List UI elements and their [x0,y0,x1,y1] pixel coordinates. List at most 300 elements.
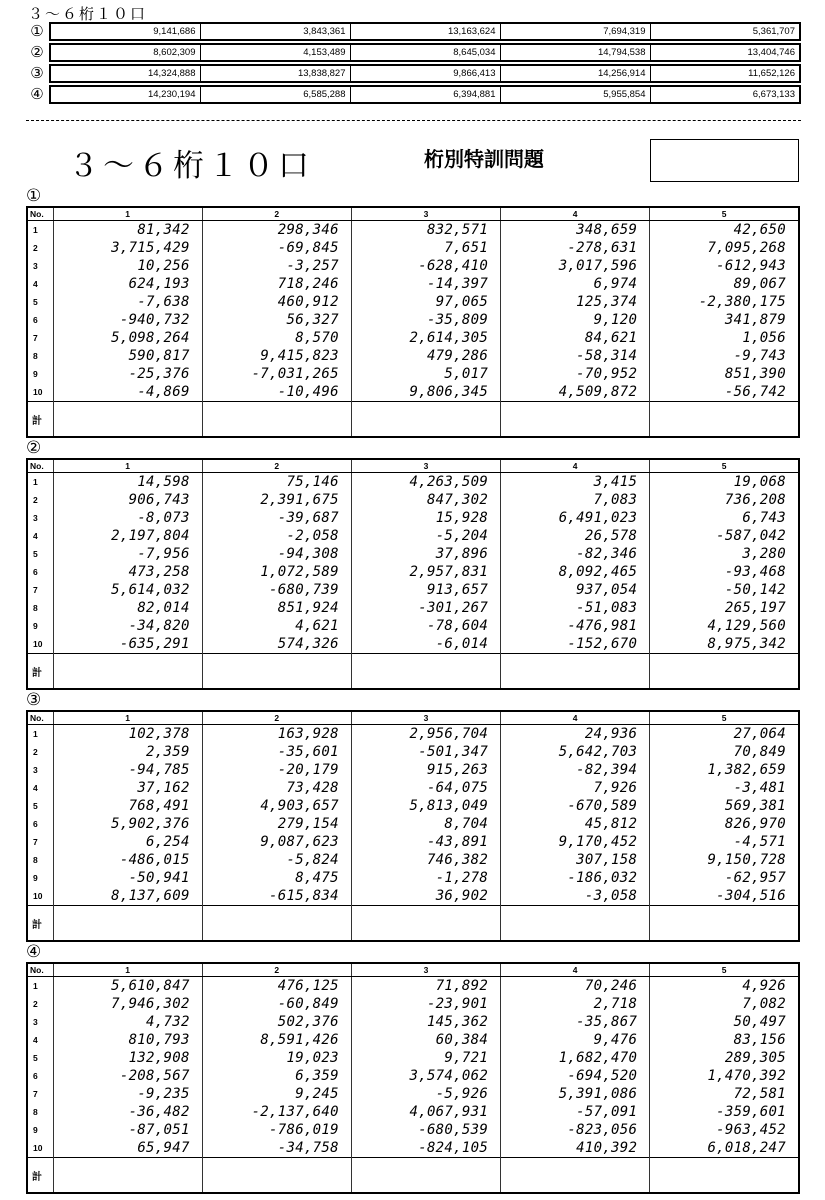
total-answer-cell[interactable] [202,654,351,690]
value-cell: 410,392 [501,1139,650,1158]
value-cell: 2,391,675 [202,491,351,509]
total-answer-cell[interactable] [202,1158,351,1194]
value-cell: 736,208 [650,491,799,509]
value-cell: -82,394 [501,761,650,779]
answer-cell: 6,394,881 [350,86,500,103]
value-cell: -50,142 [650,581,799,599]
value-cell: 19,023 [202,1049,351,1067]
row-number: 1 [33,477,38,487]
value-cell: -7,638 [53,293,202,311]
problem-set [26,186,800,438]
value-cell: -57,091 [501,1103,650,1121]
table-row [27,527,799,545]
value-cell: -670,589 [501,797,650,815]
value-cell: 3,574,062 [351,1067,500,1085]
value-cell: 847,302 [351,491,500,509]
value-cell: -5,204 [351,527,500,545]
value-cell: 71,892 [351,977,500,996]
table-row [27,833,799,851]
answer-cell: 9,866,413 [350,65,500,82]
row-number: 9 [33,1125,38,1135]
total-answer-cell[interactable] [53,654,202,690]
total-label: 計 [27,1158,53,1194]
answer-key-title: ３～６桁１０口 [28,5,148,23]
row-number: 2 [33,243,38,253]
value-cell: 8,975,342 [650,635,799,654]
total-answer-cell[interactable] [351,402,500,438]
value-cell: 10,256 [53,257,202,275]
value-cell: -35,867 [501,1013,650,1031]
row-number: 3 [33,261,38,271]
value-cell: 265,197 [650,599,799,617]
row-number: 1 [33,225,38,235]
value-cell: -5,824 [202,851,351,869]
value-cell: 9,476 [501,1031,650,1049]
value-cell: 7,095,268 [650,239,799,257]
value-cell: -64,075 [351,779,500,797]
total-answer-cell[interactable] [501,1158,650,1194]
value-cell: -34,820 [53,617,202,635]
value-cell: 8,591,426 [202,1031,351,1049]
row-number: 8 [33,603,38,613]
value-cell: 3,715,429 [53,239,202,257]
value-cell: 1,072,589 [202,563,351,581]
value-cell: 2,359 [53,743,202,761]
value-cell: 3,415 [501,473,650,492]
total-answer-cell[interactable] [650,402,799,438]
row-number: 3 [33,765,38,775]
value-cell: 2,956,704 [351,725,500,744]
value-cell: -786,019 [202,1121,351,1139]
answer-key-row [26,22,801,41]
value-cell: 6,359 [202,1067,351,1085]
column-header: 1 [53,963,202,977]
value-cell: 279,154 [202,815,351,833]
table-row [27,365,799,383]
total-answer-cell[interactable] [351,654,500,690]
value-cell: -36,482 [53,1103,202,1121]
value-cell: -5,926 [351,1085,500,1103]
value-cell: 50,497 [650,1013,799,1031]
value-cell: 7,651 [351,239,500,257]
table-row [27,851,799,869]
answer-cell: 13,838,827 [200,65,350,82]
row-number: 5 [33,1053,38,1063]
value-cell: 102,378 [53,725,202,744]
answer-key-row-label: ② [30,43,44,61]
value-cell: 5,902,376 [53,815,202,833]
page-title: ３～６桁１０口 [68,148,313,184]
problem-set [26,942,800,1194]
value-cell: 851,390 [650,365,799,383]
value-cell: -1,278 [351,869,500,887]
row-number: 7 [33,585,38,595]
value-cell: 1,382,659 [650,761,799,779]
table-row [27,995,799,1013]
value-cell: 8,137,609 [53,887,202,906]
value-cell: -6,014 [351,635,500,654]
value-cell: 913,657 [351,581,500,599]
value-cell: -824,105 [351,1139,500,1158]
value-cell: 163,928 [202,725,351,744]
row-number: 9 [33,369,38,379]
row-number: 1 [33,981,38,991]
value-cell: -8,073 [53,509,202,527]
table-row [27,545,799,563]
value-cell: -2,380,175 [650,293,799,311]
value-cell: 5,391,086 [501,1085,650,1103]
answer-cell: 14,794,538 [500,44,650,61]
value-cell: 851,924 [202,599,351,617]
value-cell: 7,083 [501,491,650,509]
value-cell: -7,031,265 [202,365,351,383]
total-label: 計 [27,906,53,942]
total-answer-cell[interactable] [202,906,351,942]
total-answer-cell[interactable] [650,906,799,942]
column-header: 2 [202,963,351,977]
value-cell: 19,068 [650,473,799,492]
value-cell: 6,743 [650,509,799,527]
answer-key-table [49,43,801,62]
value-cell: 8,704 [351,815,500,833]
value-cell: -2,137,640 [202,1103,351,1121]
row-number: 6 [33,315,38,325]
value-cell: 4,509,872 [501,383,650,402]
problem-table [26,962,800,1194]
column-header: 2 [202,459,351,473]
column-header: 2 [202,207,351,221]
value-cell: -56,742 [650,383,799,402]
value-cell: 1,056 [650,329,799,347]
value-cell: -304,516 [650,887,799,906]
value-cell: 6,254 [53,833,202,851]
row-number: 2 [33,999,38,1009]
value-cell: -9,235 [53,1085,202,1103]
total-row [27,906,799,942]
value-cell: 906,743 [53,491,202,509]
table-row [27,1121,799,1139]
total-answer-cell[interactable] [351,1158,500,1194]
value-cell: -58,314 [501,347,650,365]
value-cell: 3,280 [650,545,799,563]
no-header: No. [27,459,53,473]
value-cell: 125,374 [501,293,650,311]
value-cell: -60,849 [202,995,351,1013]
value-cell: -3,481 [650,779,799,797]
value-cell: 5,642,703 [501,743,650,761]
row-number: 4 [33,531,38,541]
value-cell: 718,246 [202,275,351,293]
value-cell: 915,263 [351,761,500,779]
column-header: 1 [53,459,202,473]
value-cell: 810,793 [53,1031,202,1049]
table-row [27,473,799,492]
total-row [27,402,799,438]
table-row [27,797,799,815]
answer-cell: 7,694,319 [500,23,650,40]
value-cell: 826,970 [650,815,799,833]
value-cell: -50,941 [53,869,202,887]
table-row [27,311,799,329]
value-cell: 8,092,465 [501,563,650,581]
table-row [27,581,799,599]
row-number: 10 [33,639,43,649]
column-header: 5 [650,207,799,221]
row-number: 5 [33,297,38,307]
total-row [27,654,799,690]
value-cell: 9,806,345 [351,383,500,402]
value-cell: 832,571 [351,221,500,240]
column-header: 3 [351,711,500,725]
value-cell: -208,567 [53,1067,202,1085]
value-cell: 45,812 [501,815,650,833]
value-cell: 8,570 [202,329,351,347]
table-row [27,563,799,581]
table-row [27,329,799,347]
value-cell: 8,475 [202,869,351,887]
value-cell: -93,468 [650,563,799,581]
value-cell: 97,065 [351,293,500,311]
total-answer-cell[interactable] [53,402,202,438]
table-row [27,1031,799,1049]
table-row [27,383,799,402]
value-cell: -20,179 [202,761,351,779]
table-row [27,1067,799,1085]
row-number: 3 [33,513,38,523]
table-row [27,869,799,887]
value-cell: -3,257 [202,257,351,275]
value-cell: 89,067 [650,275,799,293]
value-cell: 84,621 [501,329,650,347]
value-cell: -680,539 [351,1121,500,1139]
total-answer-cell[interactable] [501,654,650,690]
row-number: 6 [33,567,38,577]
value-cell: 70,246 [501,977,650,996]
problem-table [26,710,800,942]
table-row [27,239,799,257]
value-cell: 3,017,596 [501,257,650,275]
problem-set-label: ① [26,186,42,206]
no-header: No. [27,711,53,725]
value-cell: 4,903,657 [202,797,351,815]
row-number: 6 [33,819,38,829]
row-number: 3 [33,1017,38,1027]
total-answer-cell[interactable] [501,402,650,438]
value-cell: 83,156 [650,1031,799,1049]
row-number: 7 [33,1089,38,1099]
problem-set-label: ② [26,438,42,458]
row-number: 4 [33,1035,38,1045]
value-cell: 746,382 [351,851,500,869]
answer-cell: 8,645,034 [350,44,500,61]
table-row [27,221,799,240]
value-cell: 9,150,728 [650,851,799,869]
value-cell: -10,496 [202,383,351,402]
row-number: 2 [33,747,38,757]
table-row [27,1103,799,1121]
total-answer-cell[interactable] [501,906,650,942]
value-cell: 81,342 [53,221,202,240]
value-cell: 473,258 [53,563,202,581]
total-answer-cell[interactable] [650,654,799,690]
table-row [27,275,799,293]
column-header: 4 [501,711,650,725]
value-cell: 42,650 [650,221,799,240]
row-number: 6 [33,1071,38,1081]
page-subtitle: 桁別特訓問題 [424,147,544,171]
table-row [27,257,799,275]
column-header: 5 [650,711,799,725]
value-cell: -635,291 [53,635,202,654]
total-answer-cell[interactable] [53,906,202,942]
answer-cell: 9,141,686 [50,23,200,40]
value-cell: 15,928 [351,509,500,527]
table-row [27,599,799,617]
value-cell: -87,051 [53,1121,202,1139]
row-number: 1 [33,729,38,739]
value-cell: 7,946,302 [53,995,202,1013]
problem-table [26,458,800,690]
value-cell: -35,809 [351,311,500,329]
value-cell: 82,014 [53,599,202,617]
table-row [27,761,799,779]
value-cell: 132,908 [53,1049,202,1067]
row-number: 7 [33,837,38,847]
row-number: 10 [33,387,43,397]
value-cell: 65,947 [53,1139,202,1158]
answer-key-row-label: ④ [30,85,44,103]
row-number: 4 [33,783,38,793]
value-cell: -3,058 [501,887,650,906]
table-row [27,1049,799,1067]
column-header: 2 [202,711,351,725]
answer-key-row-label: ① [30,22,44,40]
value-cell: 5,610,847 [53,977,202,996]
value-cell: 624,193 [53,275,202,293]
value-cell: -9,743 [650,347,799,365]
value-cell: -359,601 [650,1103,799,1121]
value-cell: 1,470,392 [650,1067,799,1085]
row-number: 9 [33,621,38,631]
answer-cell: 6,673,133 [650,86,800,103]
row-number: 7 [33,333,38,343]
value-cell: 4,263,509 [351,473,500,492]
value-cell: 73,428 [202,779,351,797]
value-cell: 7,082 [650,995,799,1013]
value-cell: -4,571 [650,833,799,851]
value-cell: 56,327 [202,311,351,329]
answer-cell: 6,585,288 [200,86,350,103]
value-cell: 937,054 [501,581,650,599]
answer-cell: 11,652,126 [650,65,800,82]
value-cell: -940,732 [53,311,202,329]
value-cell: -4,869 [53,383,202,402]
value-cell: 37,162 [53,779,202,797]
answer-cell: 5,361,707 [650,23,800,40]
value-cell: 6,974 [501,275,650,293]
value-cell: 476,125 [202,977,351,996]
no-header: No. [27,207,53,221]
value-cell: 9,245 [202,1085,351,1103]
value-cell: -69,845 [202,239,351,257]
table-row [27,815,799,833]
column-header: 3 [351,459,500,473]
value-cell: 502,376 [202,1013,351,1031]
value-cell: -39,687 [202,509,351,527]
table-row [27,887,799,906]
column-header: 4 [501,459,650,473]
value-cell: 14,598 [53,473,202,492]
value-cell: -70,952 [501,365,650,383]
table-row [27,1013,799,1031]
value-cell: -823,056 [501,1121,650,1139]
value-cell: 4,621 [202,617,351,635]
column-header: 1 [53,711,202,725]
table-row [27,293,799,311]
value-cell: 37,896 [351,545,500,563]
table-row [27,1139,799,1158]
total-answer-cell[interactable] [202,402,351,438]
table-row [27,725,799,744]
value-cell: -34,758 [202,1139,351,1158]
value-cell: 4,067,931 [351,1103,500,1121]
problem-set-label: ③ [26,690,42,710]
value-cell: -35,601 [202,743,351,761]
value-cell: 9,087,623 [202,833,351,851]
row-number: 2 [33,495,38,505]
value-cell: 5,614,032 [53,581,202,599]
value-cell: 569,381 [650,797,799,815]
value-cell: -615,834 [202,887,351,906]
value-cell: 75,146 [202,473,351,492]
row-number: 4 [33,279,38,289]
value-cell: 4,732 [53,1013,202,1031]
total-label: 計 [27,402,53,438]
row-number: 10 [33,891,43,901]
value-cell: 2,614,305 [351,329,500,347]
table-row [27,347,799,365]
total-answer-cell[interactable] [53,1158,202,1194]
table-row [27,977,799,996]
row-number: 8 [33,855,38,865]
value-cell: 479,286 [351,347,500,365]
name-field[interactable] [650,139,799,182]
value-cell: 2,957,831 [351,563,500,581]
value-cell: -694,520 [501,1067,650,1085]
column-header: 5 [650,459,799,473]
total-answer-cell[interactable] [351,906,500,942]
value-cell: 574,326 [202,635,351,654]
value-cell: -152,670 [501,635,650,654]
answer-key-row [26,43,801,62]
total-answer-cell[interactable] [650,1158,799,1194]
value-cell: 9,120 [501,311,650,329]
value-cell: 341,879 [650,311,799,329]
table-row [27,509,799,527]
table-row [27,1085,799,1103]
column-header: 3 [351,963,500,977]
value-cell: 145,362 [351,1013,500,1031]
value-cell: -94,308 [202,545,351,563]
value-cell: 4,129,560 [650,617,799,635]
value-cell: 5,098,264 [53,329,202,347]
answer-cell: 8,602,309 [50,44,200,61]
no-header: No. [27,963,53,977]
value-cell: 60,384 [351,1031,500,1049]
column-header: 3 [351,207,500,221]
table-row [27,491,799,509]
value-cell: 1,682,470 [501,1049,650,1067]
